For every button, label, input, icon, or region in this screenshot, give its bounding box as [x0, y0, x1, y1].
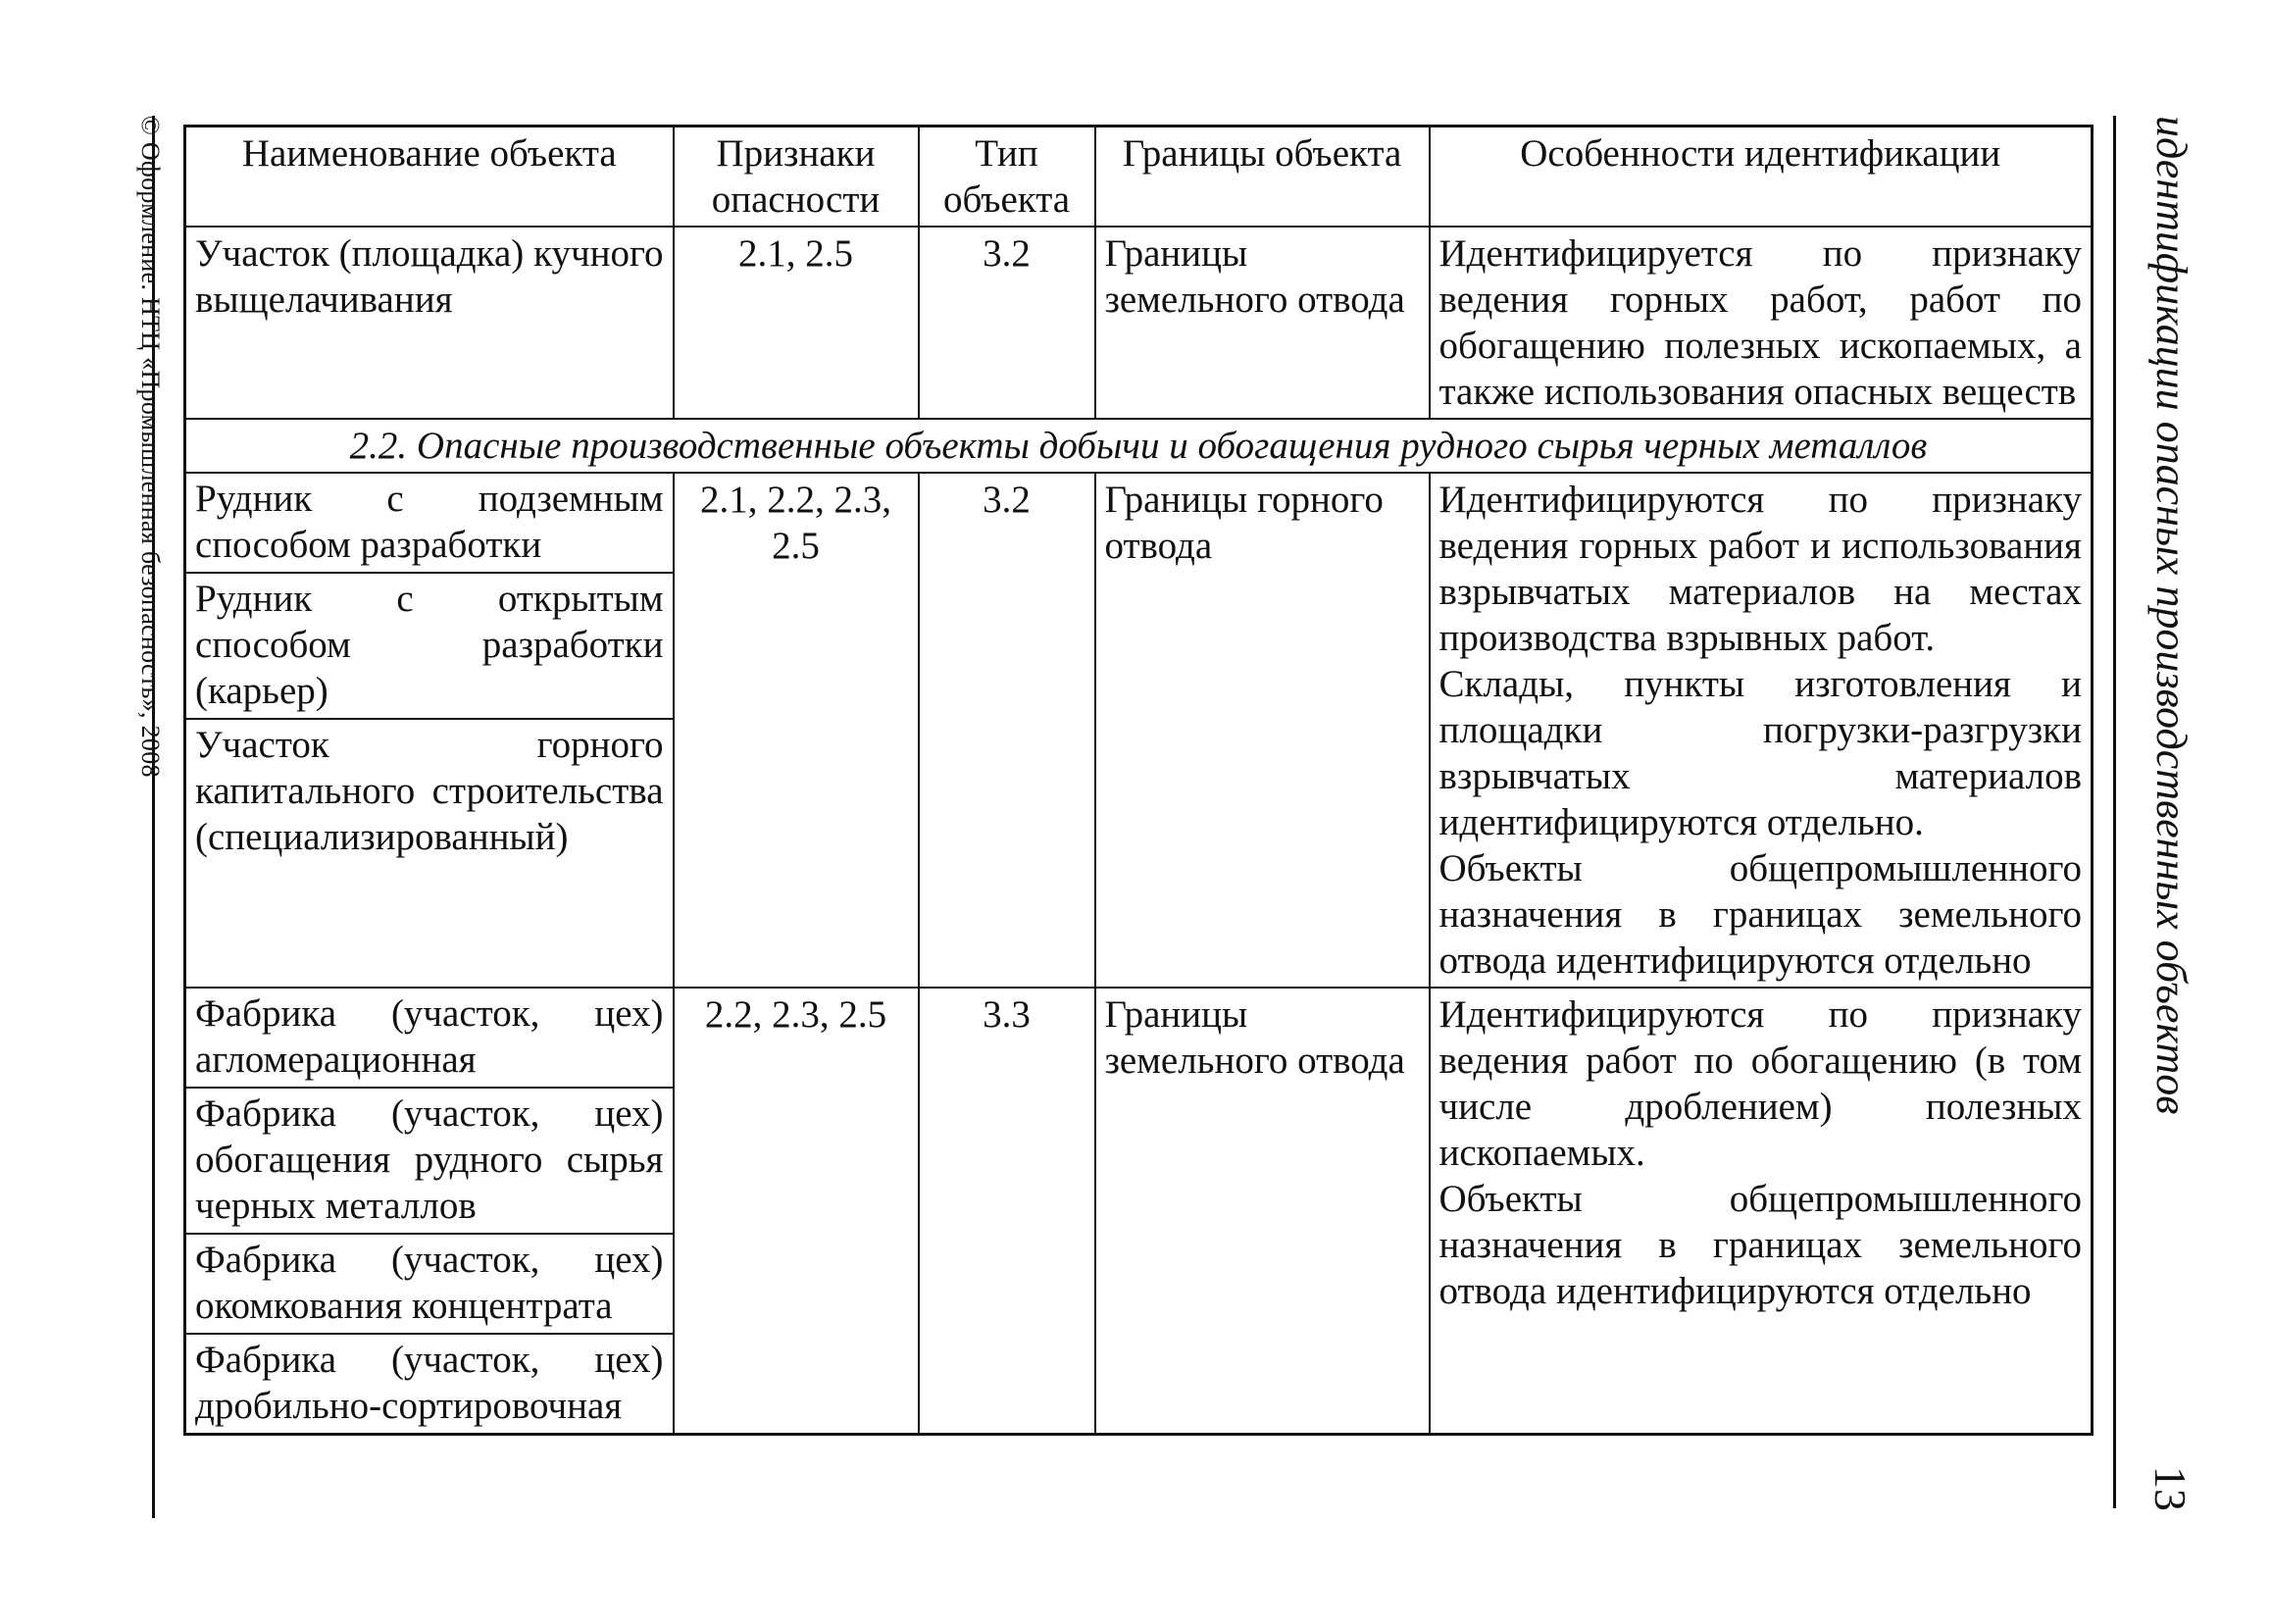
object-name: Участок (площадка) кучного выщелачивания: [185, 227, 674, 419]
hazard-signs: 2.1, 2.2, 2.3, 2.5: [674, 473, 919, 988]
identification-features: [1430, 473, 2093, 988]
section-heading-row: [185, 419, 2093, 473]
object-name: Фабрика (участок, цех) дробильно-сортировочная: [195, 1339, 664, 1427]
object-type: 3.2: [919, 227, 1095, 419]
object-name: Фабрика (участок, цех) агломерационная: [186, 989, 673, 1089]
table-row: [185, 227, 2093, 419]
object-name-group: [185, 473, 674, 988]
hazard-signs: 2.1, 2.5: [674, 227, 919, 419]
object-bounds: Границы земельного отвода: [1095, 227, 1430, 419]
features-paragraph: Объекты общепромышленного назначения в границах земельного отвода идентифицируются отдельно: [1438, 847, 2082, 982]
header-object-bounds: Границы объекта: [1095, 127, 1430, 228]
header-hazard-signs: Признаки опасности: [674, 127, 919, 228]
right-margin-rule: [2113, 116, 2116, 1508]
features-paragraph: Объекты общепромышленного назначения в границах земельного отвода идентифицируются отдельно: [1438, 1178, 2082, 1312]
features-paragraph: Склады, пункты изготовления и площадки погрузки-разгрузки взрывчатых материалов идентифицируются отдельно.: [1438, 663, 2082, 843]
object-name: Рудник с открытым способом разработки (карьер): [186, 574, 673, 720]
copyright-note: © Оформление. НТЦ «Промышленная безопасность», 2008: [136, 116, 165, 778]
object-name: Фабрика (участок, цех) обогащения рудного сырья черных металлов: [186, 1089, 673, 1235]
section-heading: 2.2. Опасные производственные объекты добычи и обогащения рудного сырья черных металлов: [185, 419, 2093, 473]
object-name: Участок горного капитального строительства (специализированный): [195, 724, 664, 858]
features-paragraph: Идентифицируются по признаку ведения горных работ и использования взрывчатых материалов на местах производства взрывных работ.: [1438, 479, 2082, 659]
header-object-name: Наименование объекта: [185, 127, 674, 228]
object-name-group: [185, 988, 674, 1435]
table-row: [185, 473, 2093, 988]
header-object-type: Тип объекта: [919, 127, 1095, 228]
object-bounds: Границы горного отвода: [1095, 473, 1430, 988]
page-number: 13: [2145, 1466, 2195, 1511]
object-type: 3.2: [919, 473, 1095, 988]
object-name: Рудник с подземным способом разработки: [186, 474, 673, 574]
hazard-signs: 2.2, 2.3, 2.5: [674, 988, 919, 1435]
object-bounds: Границы земельного отвода: [1095, 988, 1430, 1435]
header-row: [185, 127, 2093, 228]
identification-table: [183, 125, 2093, 1436]
object-name: Фабрика (участок, цех) окомкования концентрата: [186, 1235, 673, 1335]
features-paragraph: Идентифицируются по признаку ведения работ по обогащению (в том числе дроблением) полезных ископаемых.: [1438, 993, 2082, 1174]
object-type: 3.3: [919, 988, 1095, 1435]
table-row: [185, 988, 2093, 1435]
running-title: идентификации опасных производственных объектов: [2147, 116, 2195, 1115]
header-identification-features: Особенности идентификации: [1430, 127, 2093, 228]
identification-features: Идентифицируется по признаку ведения горных работ, работ по обогащению полезных ископаемых, а также использования опасных веществ: [1430, 227, 2093, 419]
identification-features: [1430, 988, 2093, 1435]
